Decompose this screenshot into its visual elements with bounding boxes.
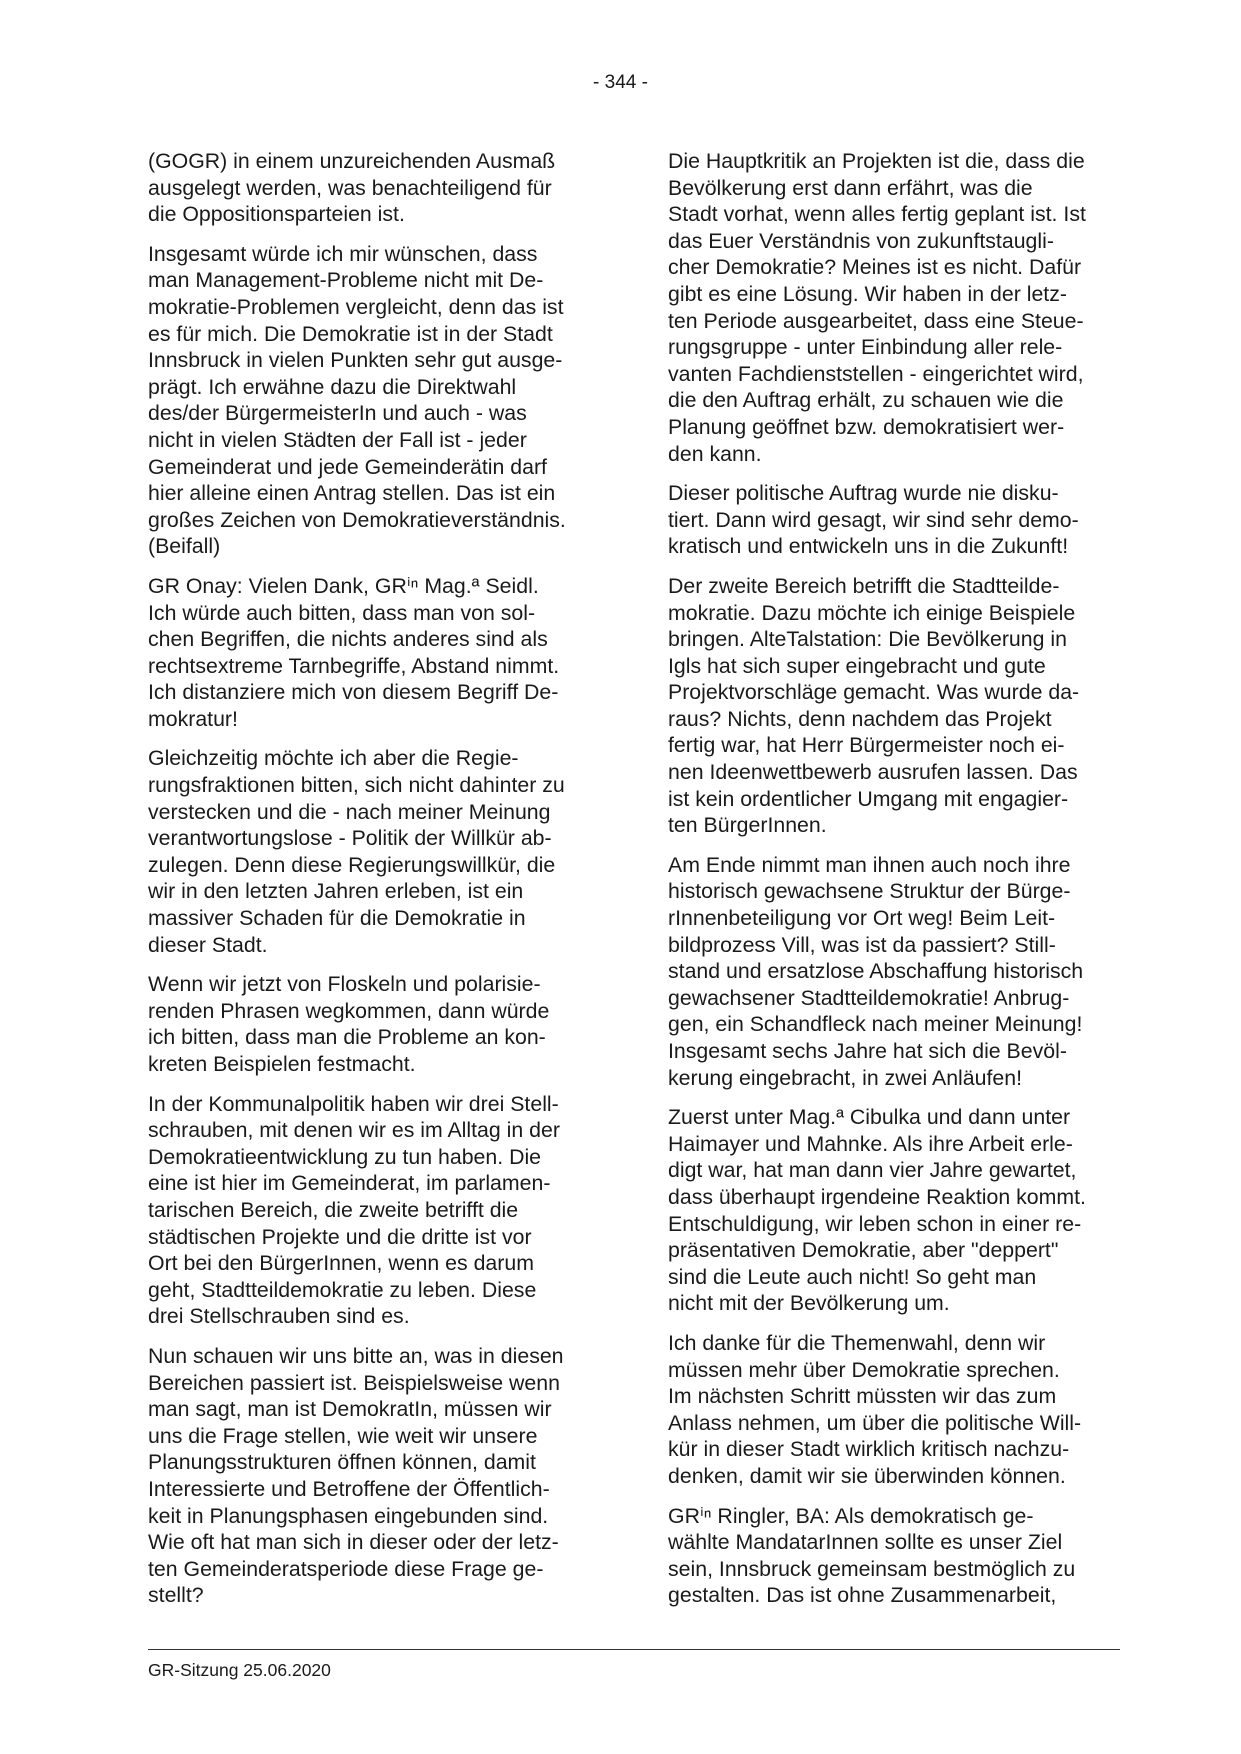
text-line: historisch gewachsene Struktur der Bürge- xyxy=(668,879,1071,904)
text-line: Ich würde auch bitten, dass man von sol- xyxy=(148,600,536,625)
text-line: raus? Nichts, denn nachdem das Projekt xyxy=(668,706,1052,731)
paragraph xyxy=(148,971,594,1077)
text-line: gibt es eine Lösung. Wir haben in der letz- xyxy=(668,281,1067,306)
text-line: denken, damit wir sie überwinden können. xyxy=(668,1463,1066,1488)
text-line: Insgesamt sechs Jahre hat sich die Bevöl- xyxy=(668,1039,1067,1063)
text-line: vanten Fachdienststellen - eingerichtet wird, xyxy=(668,361,1084,386)
text-line: uns die Frage stellen, wie weit wir unsere xyxy=(148,1423,538,1448)
text-line: städtischen Projekte und die dritte ist vor xyxy=(148,1224,532,1249)
text-line: Am Ende nimmt man ihnen auch noch ihre xyxy=(668,852,1071,877)
text-line: mokratie. Dazu möchte ich einige Beispiele xyxy=(668,600,1076,625)
text-line: Demokratieentwicklung zu tun haben. Die xyxy=(148,1144,542,1169)
text-line: das Euer Verständnis von zukunftstaugli- xyxy=(668,228,1054,253)
text-line: es für mich. Die Demokratie ist in der Stadt xyxy=(148,321,553,346)
paragraph xyxy=(668,573,1114,839)
text-line: digt war, hat man dann vier Jahre gewartet, xyxy=(668,1158,1077,1183)
text-line: man sagt, man ist DemokratIn, müssen wir xyxy=(148,1397,552,1422)
paragraph xyxy=(668,852,1114,1091)
text-line: verstecken und die - nach meiner Meinung xyxy=(148,799,551,824)
text-line: ausgelegt werden, was benachteiligend für xyxy=(148,175,552,200)
text-line: gewachsener Stadtteildemokratie! Anbrug- xyxy=(668,985,1070,1010)
text-line: bildprozess Vill, was ist da passiert? Still- xyxy=(668,932,1056,957)
text-line: die Oppositionsparteien ist. xyxy=(148,202,405,227)
text-line: ten Periode ausgearbeitet, dass eine Steue- xyxy=(668,308,1084,333)
text-line: GRⁱⁿ Ringler, BA: Als demokratisch ge- xyxy=(668,1503,1034,1528)
text-line: dieser Stadt. xyxy=(148,932,268,957)
text-line: sein, Innsbruck gemeinsam bestmöglich zu xyxy=(668,1556,1076,1581)
text-line: dass überhaupt irgendeine Reaktion kommt. xyxy=(668,1184,1086,1209)
text-line: (Beifall) xyxy=(148,534,221,559)
text-line: chen Begriffen, die nichts anderes sind als xyxy=(148,627,548,652)
text-line: kerung eingebracht, in zwei Anläufen! xyxy=(668,1065,1022,1090)
text-line: rungsgruppe - unter Einbindung aller rele- xyxy=(668,335,1063,360)
text-line: gen, ein Schandfleck nach meiner Meinung! xyxy=(668,1012,1083,1037)
paragraph xyxy=(148,745,594,958)
text-line: stand und ersatzlose Abschaffung historisch xyxy=(668,959,1084,984)
text-line: zulegen. Denn diese Regierungswillkür, die xyxy=(148,852,556,877)
paragraph xyxy=(668,480,1114,560)
text-line: (GOGR) in einem unzureichenden Ausmaß xyxy=(148,149,556,173)
paragraph xyxy=(668,1503,1114,1609)
text-line: Ich distanziere mich von diesem Begriff De- xyxy=(148,680,559,705)
text-line: Der zweite Bereich betrifft die Stadtteilde- xyxy=(668,573,1060,598)
text-line: Gleichzeitig möchte ich aber die Regie- xyxy=(148,746,519,771)
text-line: Die Hauptkritik an Projekten ist die, dass die xyxy=(668,149,1085,173)
paragraph xyxy=(668,1330,1114,1490)
text-line: kreten Beispielen festmacht. xyxy=(148,1052,416,1076)
text-line: bringen. AlteTalstation: Die Bevölkerung in xyxy=(668,627,1067,652)
text-line: eine ist hier im Gemeinderat, im parlamen- xyxy=(148,1171,551,1196)
paragraph xyxy=(148,148,594,228)
text-line: Innsbruck in vielen Punkten sehr gut ausge- xyxy=(148,348,563,373)
text-line: ten BürgerInnen. xyxy=(668,813,827,838)
paragraph xyxy=(668,1104,1114,1317)
text-line: Bereichen passiert ist. Beispielsweise wenn xyxy=(148,1370,560,1395)
text-line: des/der BürgermeisterIn und auch - was xyxy=(148,401,527,426)
text-line: sind die Leute auch nicht! So geht man xyxy=(668,1264,1037,1289)
text-line: ist kein ordentlicher Umgang mit engagier- xyxy=(668,786,1069,811)
text-line: die den Auftrag erhält, zu schauen wie die xyxy=(668,388,1064,413)
text-line: geht, Stadtteildemokratie zu leben. Diese xyxy=(148,1277,537,1302)
text-line: Dieser politische Auftrag wurde nie disku- xyxy=(668,481,1059,506)
text-line: den kann. xyxy=(668,441,762,466)
footer-session-date: GR-Sitzung 25.06.2020 xyxy=(148,1660,331,1680)
text-line: drei Stellschrauben sind es. xyxy=(148,1304,410,1329)
text-line: Gemeinderat und jede Gemeinderätin darf xyxy=(148,454,547,479)
text-line: rungsfraktionen bitten, sich nicht dahinter zu xyxy=(148,773,565,798)
text-line: stellt? xyxy=(148,1583,204,1608)
paragraph xyxy=(668,148,1114,467)
text-line: massiver Schaden für die Demokratie in xyxy=(148,906,526,931)
page-number: - 344 - xyxy=(593,72,648,93)
text-line: Planung geöffnet bzw. demokratisiert wer- xyxy=(668,414,1065,439)
text-line: Entschuldigung, wir leben schon in einer re- xyxy=(668,1211,1082,1236)
text-line: Wenn wir jetzt von Floskeln und polarisie- xyxy=(148,972,541,997)
text-line: großes Zeichen von Demokratieverständnis. xyxy=(148,507,566,532)
text-line: Projektvorschläge gemacht. Was wurde da- xyxy=(668,680,1080,705)
text-line: Planungsstrukturen öffnen können, damit xyxy=(148,1450,536,1475)
text-line: kratisch und entwickeln uns in die Zukunft! xyxy=(668,534,1069,559)
text-line: In der Kommunalpolitik haben wir drei Stell- xyxy=(148,1091,559,1116)
text-line: Nun schauen wir uns bitte an, was in diesen xyxy=(148,1343,564,1368)
text-line: renden Phrasen wegkommen, dann würde xyxy=(148,998,550,1023)
text-line: Zuerst unter Mag.ª Cibulka und dann unter xyxy=(668,1105,1071,1130)
footer-divider xyxy=(148,1649,1120,1650)
text-line: präsentativen Demokratie, aber "deppert" xyxy=(668,1238,1059,1263)
paragraph xyxy=(148,1091,594,1330)
text-line: gestalten. Das ist ohne Zusammenarbeit, xyxy=(668,1583,1057,1608)
text-line: ten Gemeinderatsperiode diese Frage ge- xyxy=(148,1556,544,1581)
paragraph xyxy=(148,241,594,560)
text-line: wir in den letzten Jahren erleben, ist ein xyxy=(148,879,524,904)
text-line: mokratie-Problemen vergleicht, denn das ist xyxy=(148,294,564,319)
text-line: Interessierte und Betroffene der Öffentlich- xyxy=(148,1476,550,1501)
text-line: Anlass nehmen, um über die politische Will- xyxy=(668,1410,1082,1435)
left-column xyxy=(148,148,594,1622)
text-line: rechtsextreme Tarnbegriffe, Abstand nimmt. xyxy=(148,653,560,678)
right-column xyxy=(668,148,1114,1622)
text-line: man Management-Probleme nicht mit De- xyxy=(148,268,544,293)
text-line: Haimayer und Mahnke. Als ihre Arbeit erle- xyxy=(668,1131,1073,1156)
text-line: Ort bei den BürgerInnen, wenn es darum xyxy=(148,1251,534,1276)
text-line: schrauben, mit denen wir es im Alltag in der xyxy=(148,1118,560,1143)
text-line: nen Ideenwettbewerb ausrufen lassen. Das xyxy=(668,760,1078,785)
paragraph xyxy=(148,1343,594,1609)
text-line: verantwortungslose - Politik der Willkür ab- xyxy=(148,826,552,851)
text-line: hier alleine einen Antrag stellen. Das ist ein xyxy=(148,481,556,506)
text-line: ich bitten, dass man die Probleme an kon- xyxy=(148,1025,546,1050)
text-line: Ich danke für die Themenwahl, denn wir xyxy=(668,1330,1046,1355)
text-line: cher Demokratie? Meines ist es nicht. Dafür xyxy=(668,255,1082,280)
text-line: tarischen Bereich, die zweite betrifft die xyxy=(148,1197,519,1222)
text-line: fertig war, hat Herr Bürgermeister noch ei- xyxy=(668,733,1065,758)
text-line: keit in Planungsphasen eingebunden sind. xyxy=(148,1503,549,1528)
text-line: kür in dieser Stadt wirklich kritisch nachzu- xyxy=(668,1437,1070,1462)
text-line: prägt. Ich erwähne dazu die Direktwahl xyxy=(148,374,517,399)
text-line: tiert. Dann wird gesagt, wir sind sehr demo- xyxy=(668,507,1079,532)
text-line: müssen mehr über Demokratie sprechen. xyxy=(668,1357,1060,1382)
text-line: Im nächsten Schritt müssten wir das zum xyxy=(668,1384,1057,1409)
text-line: Stadt vorhat, wenn alles fertig geplant ist. Ist xyxy=(668,202,1086,227)
text-line: Insgesamt würde ich mir wünschen, dass xyxy=(148,241,538,266)
text-line: Bevölkerung erst dann erfährt, was die xyxy=(668,175,1033,200)
text-line: mokratur! xyxy=(148,706,238,731)
text-line: Wie oft hat man sich in dieser oder der letz- xyxy=(148,1530,559,1555)
text-line: GR Onay: Vielen Dank, GRⁱⁿ Mag.ª Seidl. xyxy=(148,573,539,598)
text-line: Igls hat sich super eingebracht und gute xyxy=(668,653,1046,678)
text-line: nicht mit der Bevölkerung um. xyxy=(668,1291,950,1316)
text-line: nicht in vielen Städten der Fall ist - jeder xyxy=(148,427,527,452)
text-line: wählte MandatarInnen sollte es unser Ziel xyxy=(668,1530,1063,1555)
text-line: rInnenbeteiligung vor Ort weg! Beim Leit- xyxy=(668,906,1056,931)
paragraph xyxy=(148,573,594,733)
